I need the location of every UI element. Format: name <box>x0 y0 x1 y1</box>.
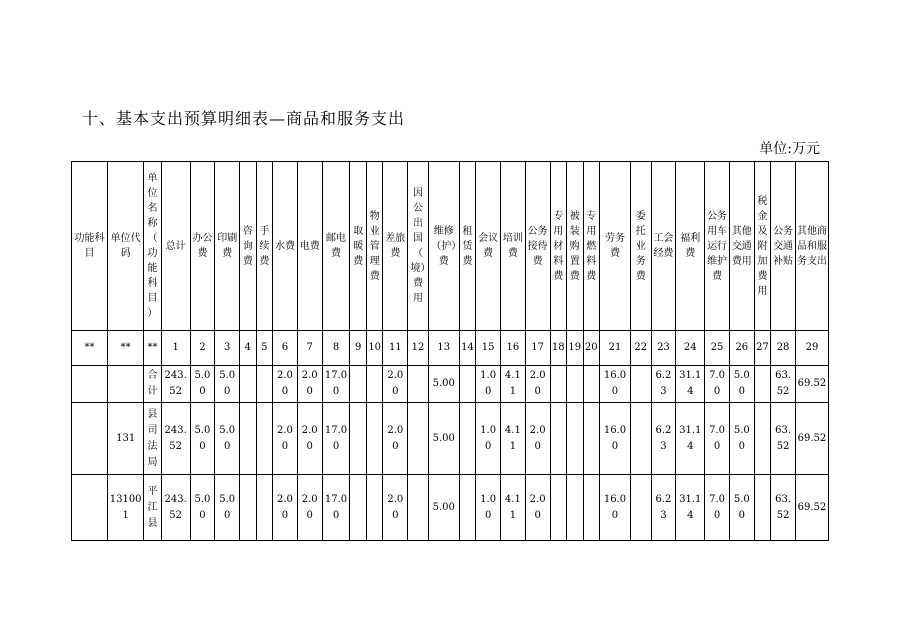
table-cell: 16.00 <box>600 366 631 403</box>
table-cell: 2 <box>190 331 215 366</box>
table-cell: 1.00 <box>476 366 501 403</box>
index-row <box>72 331 829 366</box>
table-cell: 其他商品和服务支出 <box>795 162 828 331</box>
table-cell: 131 <box>108 403 144 475</box>
table-row <box>72 403 829 475</box>
table-cell <box>240 403 257 475</box>
table-cell: 16.00 <box>600 475 631 541</box>
table-cell: 4.11 <box>501 403 526 475</box>
table-cell <box>754 475 771 541</box>
table-cell: 2.00 <box>525 403 550 475</box>
budget-table <box>71 161 829 541</box>
table-cell <box>550 475 567 541</box>
table-cell: 31.14 <box>676 403 705 475</box>
table-cell: 6.23 <box>651 475 676 541</box>
table-cell: 6.23 <box>651 366 676 403</box>
table-cell: ** <box>72 331 108 366</box>
table-cell: 5.00 <box>215 403 240 475</box>
table-cell <box>350 403 367 475</box>
table-cell <box>754 366 771 403</box>
table-row <box>72 475 829 541</box>
table-cell: 公务交通补贴 <box>771 162 796 331</box>
table-cell: 31.14 <box>676 475 705 541</box>
table-cell: 11 <box>383 331 408 366</box>
table-cell: 1 <box>161 331 190 366</box>
table-cell <box>350 475 367 541</box>
table-cell: 功能科目 <box>72 162 108 331</box>
table-cell: 总计 <box>161 162 190 331</box>
table-cell: 水费 <box>273 162 298 331</box>
table-cell: 9 <box>350 331 367 366</box>
table-cell: 15 <box>476 331 501 366</box>
table-cell: 5.00 <box>215 475 240 541</box>
table-cell: 税金及附加费用 <box>754 162 771 331</box>
table-cell <box>72 475 108 541</box>
table-cell: 17 <box>525 331 550 366</box>
table-cell <box>240 366 257 403</box>
table-cell: 7 <box>297 331 322 366</box>
table-cell <box>583 366 600 403</box>
table-cell: 27 <box>754 331 771 366</box>
table-row <box>72 366 829 403</box>
table-cell: 2.00 <box>525 366 550 403</box>
table-cell: 取暖费 <box>350 162 367 331</box>
table-cell: 其他交通费用 <box>729 162 754 331</box>
table-cell: 16.00 <box>600 403 631 475</box>
table-cell: 专用燃料费 <box>583 162 600 331</box>
table-cell: 5 <box>256 331 273 366</box>
table-cell: 31.14 <box>676 366 705 403</box>
table-cell: 14 <box>459 331 476 366</box>
table-cell <box>567 475 584 541</box>
header-row <box>72 162 829 331</box>
table-cell: 243.52 <box>161 403 190 475</box>
table-cell: 243.52 <box>161 475 190 541</box>
table-cell: 1.00 <box>476 403 501 475</box>
table-cell: 28 <box>771 331 796 366</box>
table-cell: 办公费 <box>190 162 215 331</box>
table-cell: 4.11 <box>501 366 526 403</box>
table-cell <box>583 403 600 475</box>
table-cell: 印刷费 <box>215 162 240 331</box>
table-cell <box>366 403 383 475</box>
table-cell <box>366 475 383 541</box>
table-cell: 23 <box>651 331 676 366</box>
table-cell: 10 <box>366 331 383 366</box>
table-cell: 2.00 <box>383 475 408 541</box>
table-cell: 劳务费 <box>600 162 631 331</box>
table-cell: 2.00 <box>383 366 408 403</box>
table-cell <box>366 366 383 403</box>
table-cell: 17.00 <box>322 366 350 403</box>
table-cell: 维修（护）费 <box>428 162 459 331</box>
table-cell: 2.00 <box>297 366 322 403</box>
table-cell: 7.00 <box>705 475 730 541</box>
table-cell: 5.00 <box>428 366 459 403</box>
table-cell: 5.00 <box>729 403 754 475</box>
table-cell: 单位名称（功能科目） <box>144 162 162 331</box>
page-title: 十、基本支出预算明细表—商品和服务支出 <box>82 109 406 128</box>
table-cell: 会议费 <box>476 162 501 331</box>
table-cell: 13 <box>428 331 459 366</box>
table-cell: 5.00 <box>190 475 215 541</box>
table-cell: 12 <box>408 331 429 366</box>
table-cell <box>630 475 651 541</box>
table-cell: 19 <box>567 331 584 366</box>
table-cell: 公务用车运行维护费 <box>705 162 730 331</box>
table-cell: 18 <box>550 331 567 366</box>
table-cell: 21 <box>600 331 631 366</box>
table-cell: 63.52 <box>771 366 796 403</box>
table-cell: 咨询费 <box>240 162 257 331</box>
table-cell: 平江县 <box>144 475 162 541</box>
table-cell: 3 <box>215 331 240 366</box>
table-cell: 29 <box>795 331 828 366</box>
table-cell: 69.52 <box>795 475 828 541</box>
table-cell: 26 <box>729 331 754 366</box>
table-cell <box>630 366 651 403</box>
table-cell: 4.11 <box>501 475 526 541</box>
table-cell: 8 <box>322 331 350 366</box>
table-cell <box>550 403 567 475</box>
table-cell <box>408 403 429 475</box>
table-cell: 县司法局 <box>144 403 162 475</box>
table-cell: 2.00 <box>525 475 550 541</box>
table-cell <box>567 366 584 403</box>
table-cell: 24 <box>676 331 705 366</box>
table-cell: 2.00 <box>383 403 408 475</box>
table-cell: 租赁费 <box>459 162 476 331</box>
table-cell <box>408 475 429 541</box>
table-cell <box>754 403 771 475</box>
unit-label: 单位:万元 <box>759 141 820 157</box>
table-cell: 合计 <box>144 366 162 403</box>
table-cell: 5.00 <box>190 403 215 475</box>
table-cell <box>256 475 273 541</box>
table-cell: 福利费 <box>676 162 705 331</box>
table-cell: 邮电费 <box>322 162 350 331</box>
table-cell <box>459 475 476 541</box>
table-cell: 25 <box>705 331 730 366</box>
table-cell <box>256 403 273 475</box>
table-cell: 6 <box>273 331 298 366</box>
table-cell: 5.00 <box>428 403 459 475</box>
table-cell: 2.00 <box>273 475 298 541</box>
table-cell: ** <box>108 331 144 366</box>
table-cell: 243.52 <box>161 366 190 403</box>
table-cell: 因公出国（境）费用 <box>408 162 429 331</box>
table-cell: 差旅费 <box>383 162 408 331</box>
table-cell: 4 <box>240 331 257 366</box>
table-cell <box>630 403 651 475</box>
table-cell: 6.23 <box>651 403 676 475</box>
table-cell <box>256 366 273 403</box>
table-cell <box>459 366 476 403</box>
table-cell <box>459 403 476 475</box>
table-cell: 5.00 <box>729 475 754 541</box>
table-cell: 工会经费 <box>651 162 676 331</box>
table-cell: 手续费 <box>256 162 273 331</box>
table-cell <box>72 403 108 475</box>
table-cell: 63.52 <box>771 403 796 475</box>
table-cell: 7.00 <box>705 403 730 475</box>
table-cell: 2.00 <box>273 403 298 475</box>
table-cell: 5.00 <box>215 366 240 403</box>
table-cell: 69.52 <box>795 403 828 475</box>
table-cell: 培训费 <box>501 162 526 331</box>
table-cell: 22 <box>630 331 651 366</box>
table-cell: 物业管理费 <box>366 162 383 331</box>
table-cell: 单位代码 <box>108 162 144 331</box>
table-cell: 7.00 <box>705 366 730 403</box>
table-cell: 5.00 <box>729 366 754 403</box>
table-cell: 被装购置费 <box>567 162 584 331</box>
table-cell: 专用材料费 <box>550 162 567 331</box>
table-cell: 2.00 <box>297 403 322 475</box>
table-cell <box>583 475 600 541</box>
table-cell: 17.00 <box>322 403 350 475</box>
table-cell: 2.00 <box>297 475 322 541</box>
table-cell: 公务接待费 <box>525 162 550 331</box>
table-cell: 电费 <box>297 162 322 331</box>
table-cell <box>108 366 144 403</box>
table-cell <box>408 366 429 403</box>
table-cell: 17.00 <box>322 475 350 541</box>
table-cell <box>240 475 257 541</box>
table-cell <box>350 366 367 403</box>
table-cell <box>550 366 567 403</box>
table-cell: 69.52 <box>795 366 828 403</box>
table-cell: 委托业务费 <box>630 162 651 331</box>
table-cell: 1.00 <box>476 475 501 541</box>
table-cell: 5.00 <box>190 366 215 403</box>
table-cell: 131001 <box>108 475 144 541</box>
table-cell: 20 <box>583 331 600 366</box>
table-cell: 5.00 <box>428 475 459 541</box>
table-cell: ** <box>144 331 162 366</box>
table-cell <box>567 403 584 475</box>
table-cell: 63.52 <box>771 475 796 541</box>
table-cell: 2.00 <box>273 366 298 403</box>
table-cell <box>72 366 108 403</box>
table-cell: 16 <box>501 331 526 366</box>
